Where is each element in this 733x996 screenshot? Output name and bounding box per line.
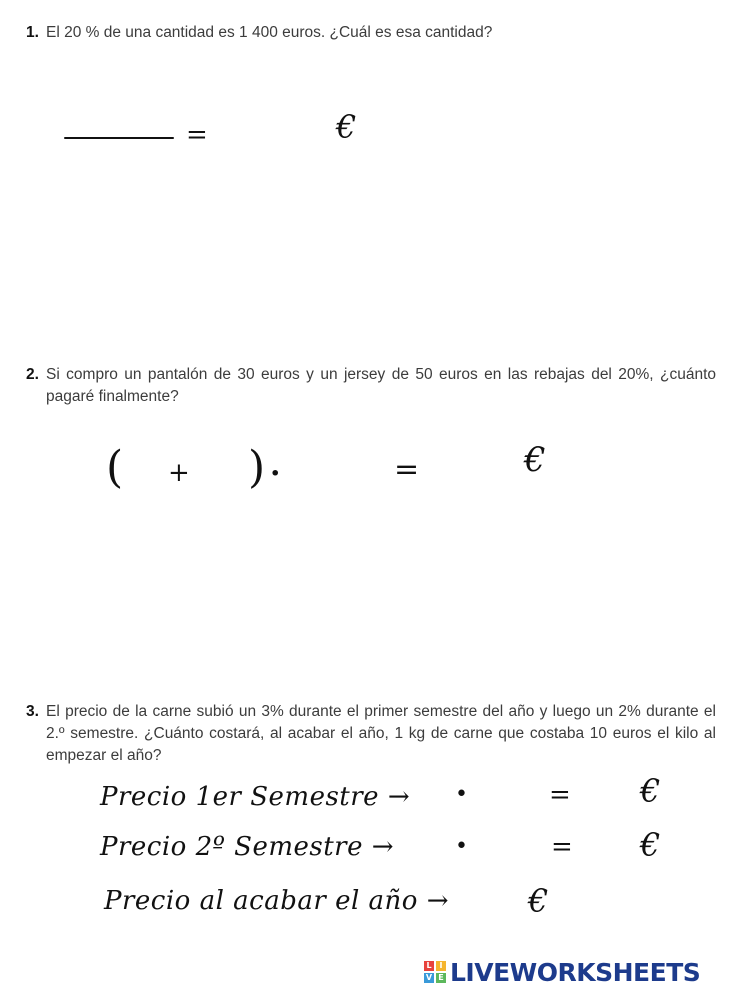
- row-1-equals: =: [549, 780, 571, 810]
- question-text: Si compro un pantalón de 30 euros y un jersey de 50 euros en las rebajas del 20%, ¿cuánto pagaré finalmente?: [46, 366, 716, 405]
- row-1-dot: •: [455, 782, 468, 807]
- row-2-dot: •: [455, 834, 468, 859]
- answer-blank: [64, 137, 174, 139]
- row-2-equals: =: [551, 832, 573, 862]
- equals-sign: =: [394, 452, 420, 487]
- liveworksheets-logo: [424, 955, 700, 989]
- question-number: 2.: [26, 366, 39, 383]
- question-text: El precio de la carne subió un 3% durante el primer semestre del año y luego un 2% durante el 2.º semestre. ¿Cuánto costará, al acabar el año, 1 kg de carne que costaba 10 euros el kilo al empezar el año?: [46, 703, 716, 764]
- row-3-label: Precio al acabar el año →: [104, 886, 450, 916]
- row-2-euro: €: [640, 826, 661, 864]
- question-3: [26, 701, 716, 767]
- logo-mark-icon: L I V E: [424, 961, 446, 983]
- row-3-euro: €: [528, 882, 549, 920]
- close-paren: ): [248, 442, 266, 493]
- question-number: 1.: [26, 24, 39, 41]
- question-number: 3.: [26, 703, 39, 720]
- question-text: El 20 % de una cantidad es 1 400 euros. ¿Cuál es esa cantidad?: [46, 24, 493, 41]
- row-1-euro: €: [640, 772, 661, 810]
- question-2: [26, 364, 716, 408]
- question-1: [26, 22, 716, 44]
- equals-sign: =: [186, 120, 208, 150]
- open-paren: (: [106, 442, 124, 493]
- multiply-dot: ·: [270, 456, 281, 491]
- euro-sign: €: [524, 440, 546, 480]
- row-2-label: Precio 2º Semestre →: [100, 832, 395, 862]
- plus-sign: +: [168, 458, 190, 488]
- logo-text: LIVEWORKSHEETS: [450, 957, 701, 987]
- row-1-label: Precio 1er Semestre →: [100, 782, 411, 812]
- euro-sign: €: [336, 108, 357, 146]
